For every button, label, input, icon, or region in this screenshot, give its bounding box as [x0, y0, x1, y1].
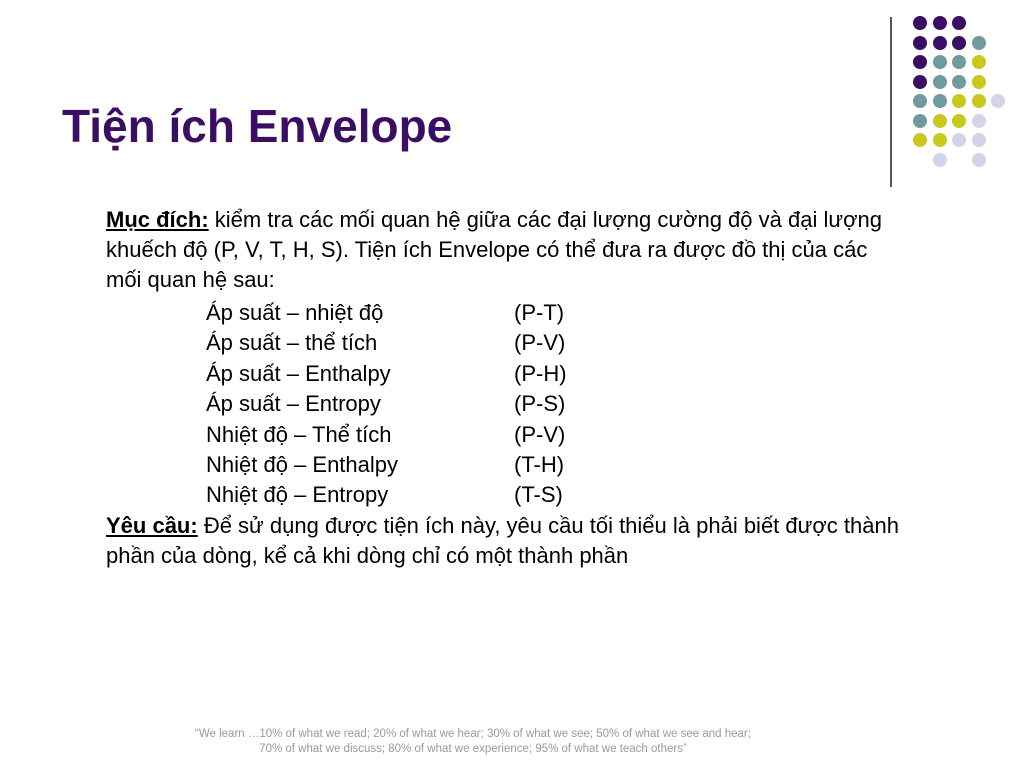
decorative-dot	[913, 36, 927, 50]
relation-name: Nhiệt độ – Entropy	[206, 482, 389, 508]
relation-row	[106, 450, 906, 480]
decorative-dot	[972, 94, 986, 108]
relation-row	[106, 328, 906, 358]
decorative-dot	[913, 55, 927, 69]
decorative-dot	[952, 55, 966, 69]
relation-name: Áp suất – Enthalpy	[206, 360, 391, 386]
decorative-dot	[972, 114, 986, 128]
relation-name: Nhiệt độ – Enthalpy	[206, 451, 399, 477]
decorative-dot	[952, 36, 966, 50]
relation-code: (T-H)	[514, 451, 565, 477]
decorative-dot	[952, 94, 966, 108]
decorative-dot	[933, 153, 947, 167]
footer-quote	[0, 727, 946, 757]
relation-code: (T-S)	[514, 482, 563, 508]
relation-row	[106, 480, 906, 510]
relation-code: (P-S)	[514, 391, 566, 417]
decorative-dot	[952, 75, 966, 89]
decorative-dot	[933, 75, 947, 89]
relation-code: (P-V)	[514, 330, 566, 356]
decorative-dot	[933, 16, 947, 30]
decorative-dot	[952, 114, 966, 128]
decorative-dot-grid	[0, 0, 1024, 200]
relation-name: Áp suất – nhiệt độ	[206, 300, 384, 325]
decorative-dot	[933, 94, 947, 108]
slide-title: Tiện ích Envelope	[62, 100, 453, 152]
purpose-label: Mục đích:	[106, 207, 209, 232]
decorative-dot	[913, 133, 927, 147]
relation-row	[106, 298, 906, 328]
decorative-dot	[933, 55, 947, 69]
decorative-dot	[972, 75, 986, 89]
slide-body	[106, 205, 906, 571]
purpose-text: kiểm tra các mối quan hệ giữa các đại lượng cường độ và đại lượng khuếch độ (P, V, T, H, S). Tiện ích Envelope có thể đưa ra được đồ thị của các mối quan hệ sau:	[106, 207, 882, 292]
vertical-divider	[890, 17, 892, 187]
decorative-dot	[972, 36, 986, 50]
footer-line-2: 70% of what we discuss; 80% of what we experience; 95% of what we teach others”	[259, 743, 687, 755]
decorative-dot	[972, 55, 986, 69]
decorative-dot	[913, 114, 927, 128]
requirement-label: Yêu cầu:	[106, 512, 198, 538]
relation-name: Áp suất – thể tích	[206, 330, 378, 356]
decorative-dot	[933, 114, 947, 128]
decorative-dot	[933, 36, 947, 50]
requirement-paragraph	[106, 511, 906, 571]
decorative-dot	[972, 153, 986, 167]
purpose-paragraph	[106, 205, 906, 295]
relation-row	[106, 420, 906, 450]
relation-row	[106, 389, 906, 419]
relation-row	[106, 359, 906, 389]
decorative-dot	[972, 133, 986, 147]
decorative-dot	[952, 133, 966, 147]
relation-code: (P-T)	[514, 300, 565, 325]
relation-name: Áp suất – Entropy	[206, 391, 381, 417]
footer-line-1: “We learn …10% of what we read; 20% of what we hear; 30% of what we see; 50% of what we see and hear;	[195, 728, 751, 740]
requirement-text: Để sử dụng được tiện ích này, yêu cầu tối thiểu là phải biết được thành phần của dòng, kể cả khi dòng chỉ có một thành phần	[106, 512, 899, 568]
decorative-dot	[913, 94, 927, 108]
relation-code: (P-V)	[514, 421, 566, 447]
decorative-dot	[913, 75, 927, 89]
decorative-dot	[991, 94, 1005, 108]
relation-code: (P-H)	[514, 360, 567, 386]
relation-name: Nhiệt độ – Thể tích	[206, 421, 392, 447]
decorative-dot	[933, 133, 947, 147]
decorative-dot	[913, 16, 927, 30]
decorative-dot	[952, 16, 966, 30]
relations-list	[106, 298, 906, 511]
